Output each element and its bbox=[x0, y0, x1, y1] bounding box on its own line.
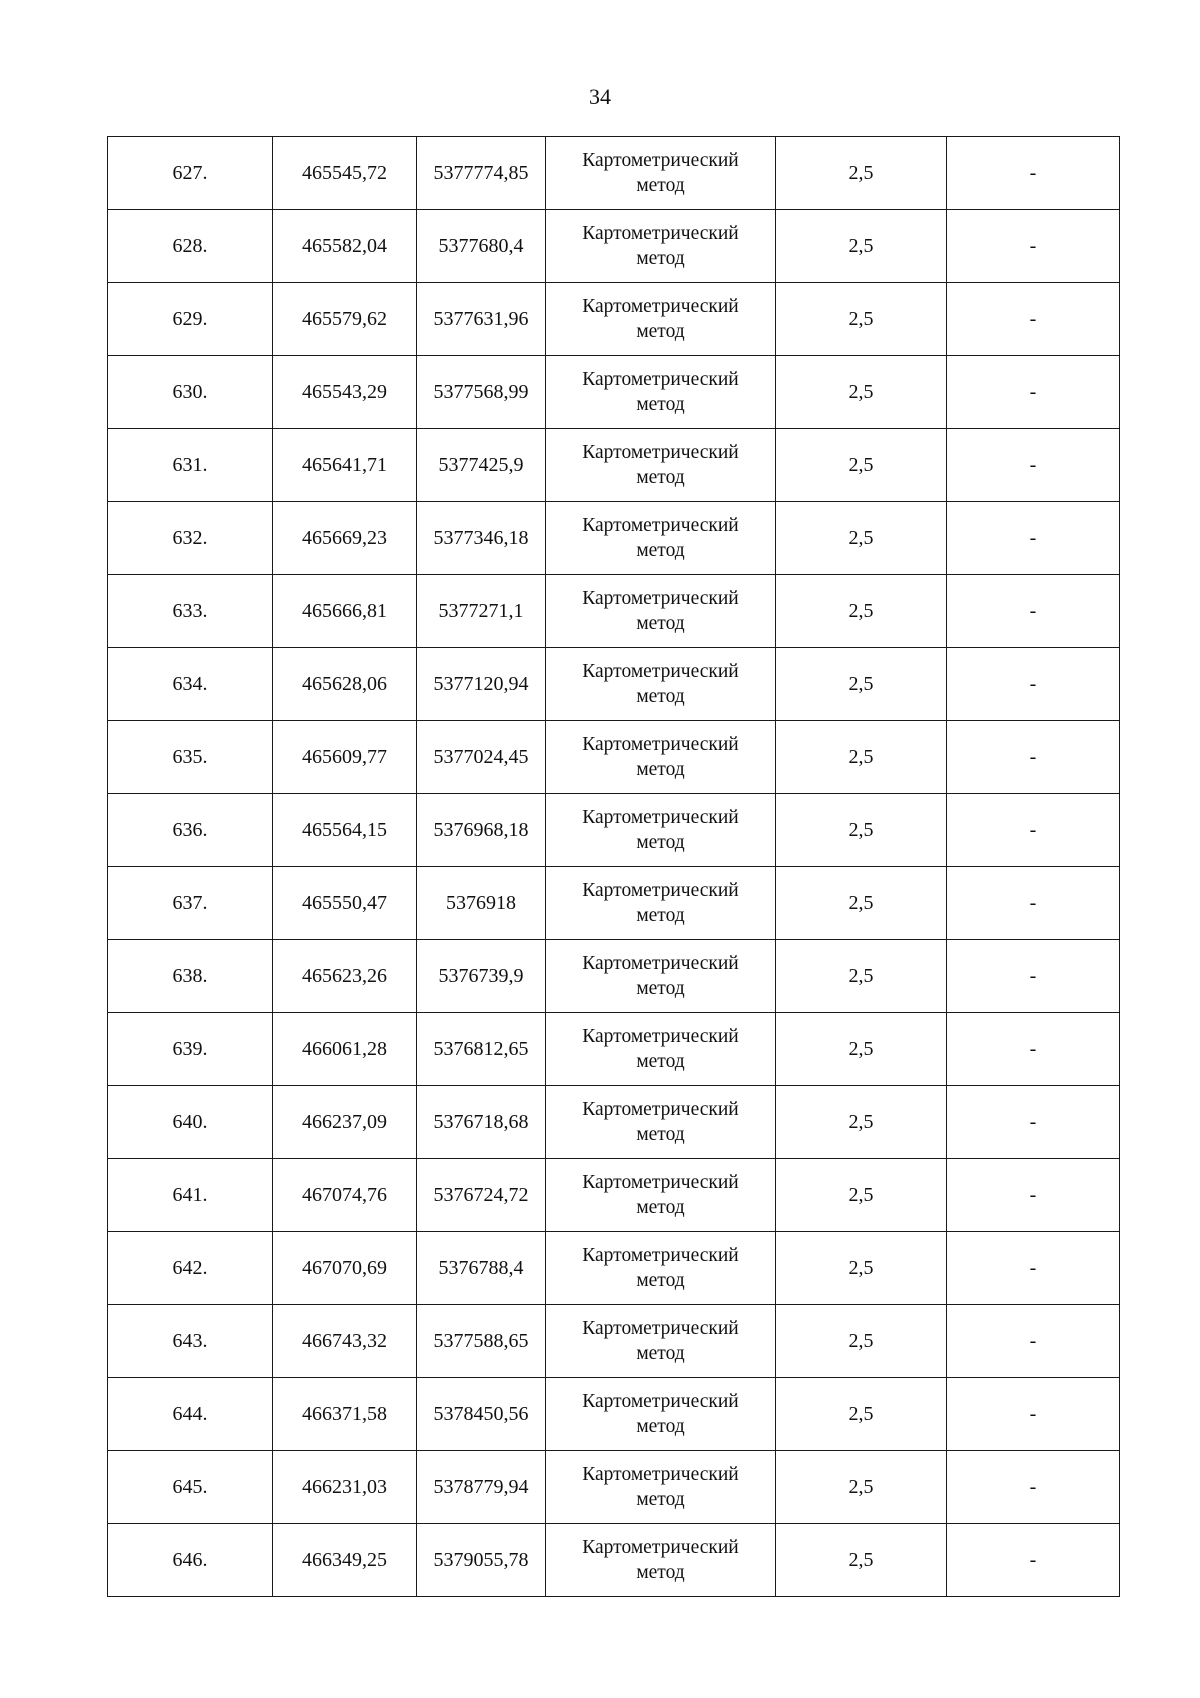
accuracy-cell: 2,5 bbox=[776, 1524, 947, 1597]
point-number-cell: 632. bbox=[108, 502, 273, 575]
x-coordinate-cell: 465550,47 bbox=[273, 867, 417, 940]
method-line-2: метод bbox=[636, 394, 685, 415]
point-number-cell: 643. bbox=[108, 1305, 273, 1378]
point-number-cell: 644. bbox=[108, 1378, 273, 1451]
x-coordinate-cell: 465666,81 bbox=[273, 575, 417, 648]
x-coordinate-cell: 465641,71 bbox=[273, 429, 417, 502]
description-cell: - bbox=[947, 356, 1120, 429]
y-coordinate-cell: 5377588,65 bbox=[417, 1305, 546, 1378]
y-coordinate-cell: 5376812,65 bbox=[417, 1013, 546, 1086]
method-line-1: Картометрический bbox=[582, 807, 739, 828]
accuracy-cell: 2,5 bbox=[776, 867, 947, 940]
description-cell: - bbox=[947, 1086, 1120, 1159]
method-line-2: метод bbox=[636, 978, 685, 999]
point-number-cell: 628. bbox=[108, 210, 273, 283]
accuracy-cell: 2,5 bbox=[776, 940, 947, 1013]
point-number-cell: 641. bbox=[108, 1159, 273, 1232]
accuracy-cell: 2,5 bbox=[776, 210, 947, 283]
y-coordinate-cell: 5378779,94 bbox=[417, 1451, 546, 1524]
accuracy-cell: 2,5 bbox=[776, 794, 947, 867]
coordinates-table bbox=[107, 136, 1120, 1597]
table-row bbox=[108, 721, 1120, 794]
method-line-1: Картометрический bbox=[582, 1172, 739, 1193]
y-coordinate-cell: 5377568,99 bbox=[417, 356, 546, 429]
method-line-1: Картометрический bbox=[582, 661, 739, 682]
method-cell bbox=[546, 867, 776, 940]
method-cell bbox=[546, 1305, 776, 1378]
point-number-cell: 630. bbox=[108, 356, 273, 429]
y-coordinate-cell: 5377631,96 bbox=[417, 283, 546, 356]
method-cell bbox=[546, 356, 776, 429]
method-line-2: метод bbox=[636, 832, 685, 853]
x-coordinate-cell: 465579,62 bbox=[273, 283, 417, 356]
table-row bbox=[108, 575, 1120, 648]
page-number: 34 bbox=[589, 84, 611, 109]
method-line-2: метод bbox=[636, 1343, 685, 1364]
point-number-cell: 637. bbox=[108, 867, 273, 940]
x-coordinate-cell: 465628,06 bbox=[273, 648, 417, 721]
table-row bbox=[108, 356, 1120, 429]
point-number-cell: 629. bbox=[108, 283, 273, 356]
x-coordinate-cell: 466371,58 bbox=[273, 1378, 417, 1451]
method-line-2: метод bbox=[636, 1562, 685, 1583]
method-line-2: метод bbox=[636, 905, 685, 926]
table-row bbox=[108, 794, 1120, 867]
method-line-2: метод bbox=[636, 1416, 685, 1437]
point-number-cell: 635. bbox=[108, 721, 273, 794]
description-cell: - bbox=[947, 794, 1120, 867]
point-number-cell: 642. bbox=[108, 1232, 273, 1305]
method-cell bbox=[546, 1378, 776, 1451]
method-cell bbox=[546, 429, 776, 502]
method-cell bbox=[546, 1232, 776, 1305]
accuracy-cell: 2,5 bbox=[776, 356, 947, 429]
table-row bbox=[108, 1232, 1120, 1305]
x-coordinate-cell: 465669,23 bbox=[273, 502, 417, 575]
point-number-cell: 634. bbox=[108, 648, 273, 721]
point-number-cell: 636. bbox=[108, 794, 273, 867]
y-coordinate-cell: 5378450,56 bbox=[417, 1378, 546, 1451]
table-row bbox=[108, 1451, 1120, 1524]
method-line-2: метод bbox=[636, 175, 685, 196]
point-number-cell: 645. bbox=[108, 1451, 273, 1524]
point-number-cell: 646. bbox=[108, 1524, 273, 1597]
accuracy-cell: 2,5 bbox=[776, 1305, 947, 1378]
x-coordinate-cell: 465582,04 bbox=[273, 210, 417, 283]
point-number-cell: 627. bbox=[108, 137, 273, 210]
description-cell: - bbox=[947, 721, 1120, 794]
x-coordinate-cell: 465543,29 bbox=[273, 356, 417, 429]
method-cell bbox=[546, 137, 776, 210]
method-line-1: Картометрический bbox=[582, 1537, 739, 1558]
point-number-cell: 631. bbox=[108, 429, 273, 502]
method-line-2: метод bbox=[636, 1197, 685, 1218]
description-cell: - bbox=[947, 575, 1120, 648]
method-cell bbox=[546, 210, 776, 283]
accuracy-cell: 2,5 bbox=[776, 575, 947, 648]
method-line-1: Картометрический bbox=[582, 953, 739, 974]
accuracy-cell: 2,5 bbox=[776, 1232, 947, 1305]
method-line-2: метод bbox=[636, 686, 685, 707]
x-coordinate-cell: 467070,69 bbox=[273, 1232, 417, 1305]
description-cell: - bbox=[947, 1451, 1120, 1524]
method-line-1: Картометрический bbox=[582, 1245, 739, 1266]
method-line-1: Картометрический bbox=[582, 150, 739, 171]
method-cell bbox=[546, 283, 776, 356]
accuracy-cell: 2,5 bbox=[776, 1378, 947, 1451]
method-line-2: метод bbox=[636, 1124, 685, 1145]
method-cell bbox=[546, 794, 776, 867]
table-row bbox=[108, 502, 1120, 575]
y-coordinate-cell: 5376788,4 bbox=[417, 1232, 546, 1305]
y-coordinate-cell: 5379055,78 bbox=[417, 1524, 546, 1597]
description-cell: - bbox=[947, 940, 1120, 1013]
y-coordinate-cell: 5377774,85 bbox=[417, 137, 546, 210]
point-number-cell: 639. bbox=[108, 1013, 273, 1086]
accuracy-cell: 2,5 bbox=[776, 1086, 947, 1159]
table-row bbox=[108, 1524, 1120, 1597]
method-line-2: метод bbox=[636, 321, 685, 342]
y-coordinate-cell: 5377271,1 bbox=[417, 575, 546, 648]
x-coordinate-cell: 466349,25 bbox=[273, 1524, 417, 1597]
table-row bbox=[108, 940, 1120, 1013]
accuracy-cell: 2,5 bbox=[776, 1013, 947, 1086]
accuracy-cell: 2,5 bbox=[776, 1451, 947, 1524]
y-coordinate-cell: 5377024,45 bbox=[417, 721, 546, 794]
method-line-1: Картометрический bbox=[582, 1391, 739, 1412]
table-row bbox=[108, 210, 1120, 283]
method-line-2: метод bbox=[636, 1270, 685, 1291]
y-coordinate-cell: 5376739,9 bbox=[417, 940, 546, 1013]
table-body bbox=[108, 137, 1120, 1597]
description-cell: - bbox=[947, 1159, 1120, 1232]
description-cell: - bbox=[947, 1305, 1120, 1378]
method-line-1: Картометрический bbox=[582, 442, 739, 463]
description-cell: - bbox=[947, 1232, 1120, 1305]
method-line-1: Картометрический bbox=[582, 296, 739, 317]
method-cell bbox=[546, 1013, 776, 1086]
point-number-cell: 638. bbox=[108, 940, 273, 1013]
accuracy-cell: 2,5 bbox=[776, 648, 947, 721]
y-coordinate-cell: 5376724,72 bbox=[417, 1159, 546, 1232]
y-coordinate-cell: 5377680,4 bbox=[417, 210, 546, 283]
description-cell: - bbox=[947, 137, 1120, 210]
x-coordinate-cell: 466743,32 bbox=[273, 1305, 417, 1378]
x-coordinate-cell: 466061,28 bbox=[273, 1013, 417, 1086]
table-row bbox=[108, 283, 1120, 356]
accuracy-cell: 2,5 bbox=[776, 502, 947, 575]
x-coordinate-cell: 466237,09 bbox=[273, 1086, 417, 1159]
method-cell bbox=[546, 502, 776, 575]
table-row bbox=[108, 1378, 1120, 1451]
x-coordinate-cell: 465609,77 bbox=[273, 721, 417, 794]
table-row bbox=[108, 648, 1120, 721]
method-line-1: Картометрический bbox=[582, 1464, 739, 1485]
table-row bbox=[108, 1013, 1120, 1086]
table-row bbox=[108, 429, 1120, 502]
description-cell: - bbox=[947, 429, 1120, 502]
method-cell bbox=[546, 1451, 776, 1524]
method-line-2: метод bbox=[636, 1051, 685, 1072]
accuracy-cell: 2,5 bbox=[776, 1159, 947, 1232]
description-cell: - bbox=[947, 1013, 1120, 1086]
method-line-2: метод bbox=[636, 1489, 685, 1510]
y-coordinate-cell: 5376968,18 bbox=[417, 794, 546, 867]
x-coordinate-cell: 465545,72 bbox=[273, 137, 417, 210]
method-line-2: метод bbox=[636, 540, 685, 561]
accuracy-cell: 2,5 bbox=[776, 429, 947, 502]
description-cell: - bbox=[947, 1378, 1120, 1451]
method-line-1: Картометрический bbox=[582, 369, 739, 390]
method-cell bbox=[546, 1086, 776, 1159]
method-line-1: Картометрический bbox=[582, 1026, 739, 1047]
table-row bbox=[108, 867, 1120, 940]
description-cell: - bbox=[947, 283, 1120, 356]
y-coordinate-cell: 5377346,18 bbox=[417, 502, 546, 575]
method-line-2: метод bbox=[636, 613, 685, 634]
y-coordinate-cell: 5377120,94 bbox=[417, 648, 546, 721]
method-line-2: метод bbox=[636, 467, 685, 488]
description-cell: - bbox=[947, 1524, 1120, 1597]
method-cell bbox=[546, 1524, 776, 1597]
method-cell bbox=[546, 721, 776, 794]
method-cell bbox=[546, 940, 776, 1013]
x-coordinate-cell: 465564,15 bbox=[273, 794, 417, 867]
accuracy-cell: 2,5 bbox=[776, 721, 947, 794]
table-row bbox=[108, 1159, 1120, 1232]
point-number-cell: 640. bbox=[108, 1086, 273, 1159]
x-coordinate-cell: 466231,03 bbox=[273, 1451, 417, 1524]
y-coordinate-cell: 5376918 bbox=[417, 867, 546, 940]
method-cell bbox=[546, 648, 776, 721]
method-line-1: Картометрический bbox=[582, 734, 739, 755]
description-cell: - bbox=[947, 210, 1120, 283]
method-cell bbox=[546, 575, 776, 648]
table-row bbox=[108, 1086, 1120, 1159]
method-line-2: метод bbox=[636, 248, 685, 269]
accuracy-cell: 2,5 bbox=[776, 137, 947, 210]
point-number-cell: 633. bbox=[108, 575, 273, 648]
table-row bbox=[108, 137, 1120, 210]
method-line-1: Картометрический bbox=[582, 588, 739, 609]
table-row bbox=[108, 1305, 1120, 1378]
method-line-1: Картометрический bbox=[582, 1099, 739, 1120]
x-coordinate-cell: 465623,26 bbox=[273, 940, 417, 1013]
description-cell: - bbox=[947, 648, 1120, 721]
accuracy-cell: 2,5 bbox=[776, 283, 947, 356]
y-coordinate-cell: 5376718,68 bbox=[417, 1086, 546, 1159]
method-line-1: Картометрический bbox=[582, 223, 739, 244]
method-line-2: метод bbox=[636, 759, 685, 780]
method-cell bbox=[546, 1159, 776, 1232]
description-cell: - bbox=[947, 867, 1120, 940]
y-coordinate-cell: 5377425,9 bbox=[417, 429, 546, 502]
x-coordinate-cell: 467074,76 bbox=[273, 1159, 417, 1232]
method-line-1: Картометрический bbox=[582, 1318, 739, 1339]
method-line-1: Картометрический bbox=[582, 880, 739, 901]
description-cell: - bbox=[947, 502, 1120, 575]
method-line-1: Картометрический bbox=[582, 515, 739, 536]
